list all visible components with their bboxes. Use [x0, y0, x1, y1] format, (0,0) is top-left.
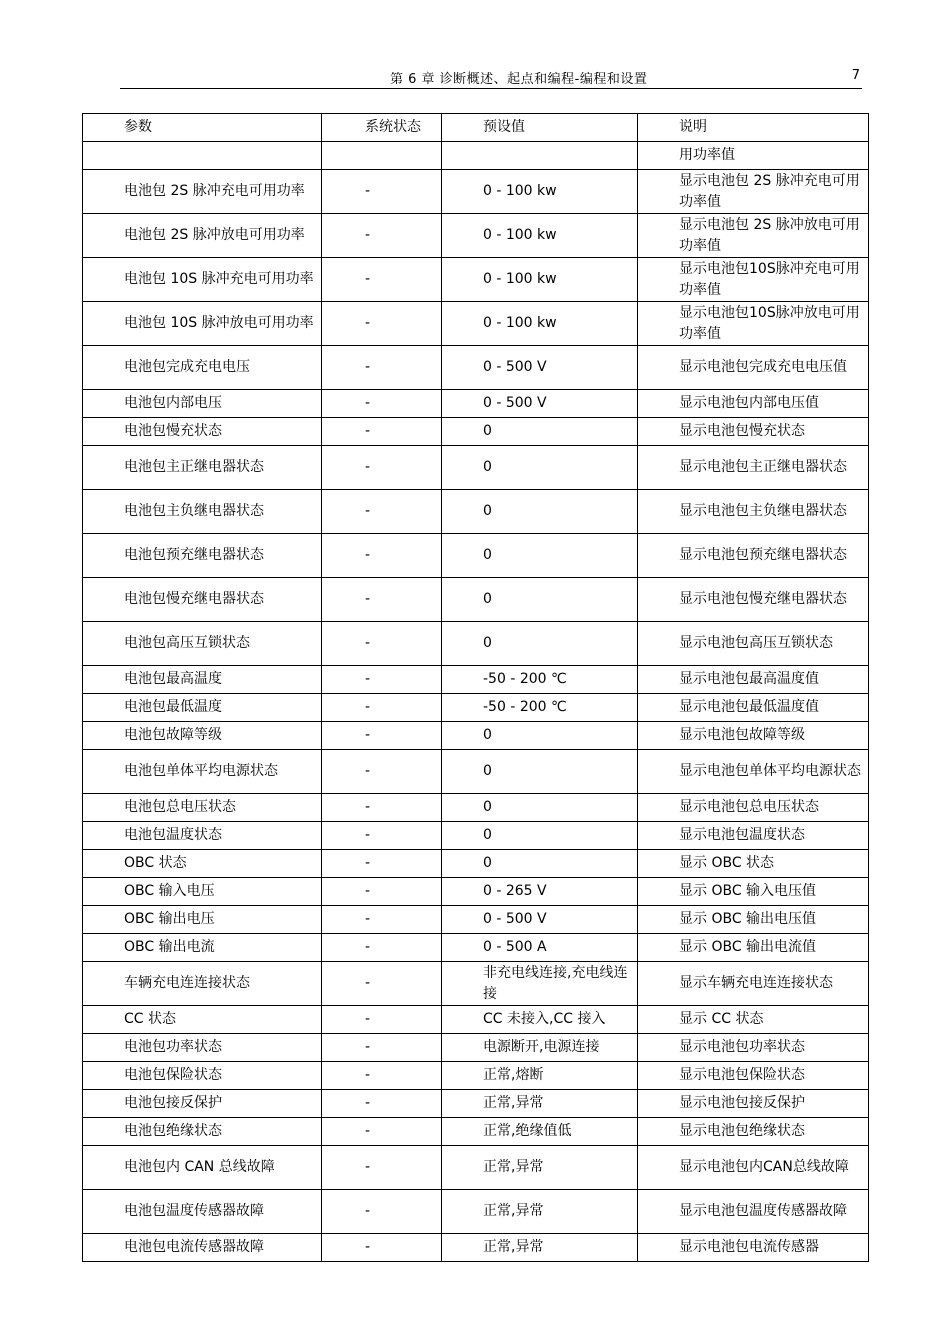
cell-description: 用功率值 — [638, 142, 869, 170]
cell-system-state: - — [322, 1062, 442, 1090]
cell-preset-value: 0 — [442, 418, 638, 446]
table-row — [83, 1090, 869, 1118]
cell-description: 显示电池包最高温度值 — [638, 666, 869, 694]
cell-preset-value: 0 — [442, 822, 638, 850]
cell-parameter: CC 状态 — [83, 1006, 322, 1034]
cell-parameter: 电池包 10S 脉冲充电可用功率 — [83, 258, 322, 302]
cell-preset-value: 0 - 500 A — [442, 934, 638, 962]
cell-preset-value: -50 - 200 ℃ — [442, 666, 638, 694]
cell-preset-value: 0 - 100 kw — [442, 214, 638, 258]
cell-description: 显示 OBC 输出电流值 — [638, 934, 869, 962]
cell-description: 显示电池包故障等级 — [638, 722, 869, 750]
table-row — [83, 1146, 869, 1190]
cell-parameter: 电池包主正继电器状态 — [83, 446, 322, 490]
cell-system-state: - — [322, 490, 442, 534]
cell-description: 显示电池包10S脉冲充电可用功率值 — [638, 258, 869, 302]
table-row — [83, 302, 869, 346]
table-row — [83, 446, 869, 490]
table-row — [83, 1034, 869, 1062]
cell-parameter: 电池包绝缘状态 — [83, 1118, 322, 1146]
table-row — [83, 694, 869, 722]
table-row — [83, 934, 869, 962]
cell-parameter: 电池包完成充电电压 — [83, 346, 322, 390]
table-row — [83, 142, 869, 170]
cell-preset-value: CC 未接入,CC 接入 — [442, 1006, 638, 1034]
cell-parameter: 电池包最低温度 — [83, 694, 322, 722]
cell-parameter: 电池包最高温度 — [83, 666, 322, 694]
cell-parameter: 电池包高压互锁状态 — [83, 622, 322, 666]
cell-system-state — [322, 142, 442, 170]
cell-preset-value: 0 — [442, 794, 638, 822]
cell-description: 显示 OBC 输入电压值 — [638, 878, 869, 906]
cell-description: 显示电池包温度状态 — [638, 822, 869, 850]
table-row — [83, 722, 869, 750]
cell-system-state: - — [322, 1006, 442, 1034]
cell-system-state: - — [322, 622, 442, 666]
cell-description: 显示电池包慢充状态 — [638, 418, 869, 446]
table-row — [83, 346, 869, 390]
cell-system-state: - — [322, 722, 442, 750]
cell-description: 显示电池包绝缘状态 — [638, 1118, 869, 1146]
cell-preset-value: 0 - 100 kw — [442, 170, 638, 214]
cell-description: 显示 OBC 输出电压值 — [638, 906, 869, 934]
table-row — [83, 1006, 869, 1034]
cell-preset-value: 0 - 500 V — [442, 346, 638, 390]
cell-parameter: OBC 输出电流 — [83, 934, 322, 962]
cell-parameter: 电池包 2S 脉冲充电可用功率 — [83, 170, 322, 214]
cell-preset-value: 0 — [442, 622, 638, 666]
cell-description: 显示电池包 2S 脉冲放电可用功率值 — [638, 214, 869, 258]
cell-preset-value: 0 — [442, 750, 638, 794]
cell-preset-value: 正常,异常 — [442, 1234, 638, 1262]
cell-parameter: 电池包功率状态 — [83, 1034, 322, 1062]
cell-system-state: - — [322, 418, 442, 446]
cell-system-state: - — [322, 934, 442, 962]
page-number: 7 — [851, 68, 860, 83]
cell-description: 显示电池包内部电压值 — [638, 390, 869, 418]
cell-preset-value: 0 - 265 V — [442, 878, 638, 906]
table-row — [83, 906, 869, 934]
cell-description: 显示电池包单体平均电源状态 — [638, 750, 869, 794]
cell-description: 显示电池包 2S 脉冲充电可用功率值 — [638, 170, 869, 214]
cell-description: 显示电池包高压互锁状态 — [638, 622, 869, 666]
cell-system-state: - — [322, 446, 442, 490]
cell-parameter: 电池包慢充状态 — [83, 418, 322, 446]
cell-system-state: - — [322, 1190, 442, 1234]
cell-parameter: 电池包慢充继电器状态 — [83, 578, 322, 622]
table-row — [83, 794, 869, 822]
cell-preset-value: 0 - 500 V — [442, 390, 638, 418]
cell-description: 显示电池包最低温度值 — [638, 694, 869, 722]
cell-preset-value: 电源断开,电源连接 — [442, 1034, 638, 1062]
cell-parameter — [83, 142, 322, 170]
cell-preset-value: 0 - 500 V — [442, 906, 638, 934]
table-row — [83, 822, 869, 850]
page-header — [120, 66, 862, 89]
cell-parameter: 电池包总电压状态 — [83, 794, 322, 822]
cell-preset-value: 0 - 100 kw — [442, 302, 638, 346]
cell-system-state: - — [322, 878, 442, 906]
cell-preset-value: 正常,异常 — [442, 1190, 638, 1234]
cell-preset-value: 0 — [442, 446, 638, 490]
cell-system-state: - — [322, 750, 442, 794]
cell-system-state: - — [322, 1234, 442, 1262]
cell-preset-value: 0 — [442, 578, 638, 622]
cell-preset-value: 正常,绝缘值低 — [442, 1118, 638, 1146]
table-header-row — [83, 114, 869, 142]
table-row — [83, 850, 869, 878]
table-row — [83, 622, 869, 666]
cell-description: 显示电池包慢充继电器状态 — [638, 578, 869, 622]
cell-parameter: 车辆充电连连接状态 — [83, 962, 322, 1006]
cell-preset-value: 0 — [442, 534, 638, 578]
cell-description: 显示电池包10S脉冲放电可用功率值 — [638, 302, 869, 346]
cell-preset-value: 0 — [442, 850, 638, 878]
cell-preset-value: 非充电线连接,充电线连接 — [442, 962, 638, 1006]
chapter-title: 第 6 章 诊断概述、起点和编程-编程和设置 — [390, 72, 648, 87]
cell-system-state: - — [322, 578, 442, 622]
cell-preset-value: -50 - 200 ℃ — [442, 694, 638, 722]
cell-description: 显示 CC 状态 — [638, 1006, 869, 1034]
table-row — [83, 534, 869, 578]
cell-parameter: 电池包保险状态 — [83, 1062, 322, 1090]
cell-description: 显示电池包主负继电器状态 — [638, 490, 869, 534]
cell-system-state: - — [322, 346, 442, 390]
table-row — [83, 170, 869, 214]
cell-parameter: 电池包故障等级 — [83, 722, 322, 750]
cell-description: 显示电池包总电压状态 — [638, 794, 869, 822]
column-header-preset-value: 预设值 — [442, 114, 638, 142]
cell-description: 显示 OBC 状态 — [638, 850, 869, 878]
cell-parameter: OBC 输出电压 — [83, 906, 322, 934]
table-row — [83, 1118, 869, 1146]
cell-preset-value: 正常,异常 — [442, 1090, 638, 1118]
cell-parameter: OBC 状态 — [83, 850, 322, 878]
cell-description: 显示电池包温度传感器故障 — [638, 1190, 869, 1234]
cell-system-state: - — [322, 214, 442, 258]
cell-system-state: - — [322, 258, 442, 302]
cell-system-state: - — [322, 390, 442, 418]
table-row — [83, 878, 869, 906]
cell-system-state: - — [322, 534, 442, 578]
cell-preset-value: 正常,熔断 — [442, 1062, 638, 1090]
cell-description: 显示车辆充电连连接状态 — [638, 962, 869, 1006]
table-row — [83, 1234, 869, 1262]
cell-preset-value — [442, 142, 638, 170]
cell-preset-value: 正常,异常 — [442, 1146, 638, 1190]
cell-system-state: - — [322, 170, 442, 214]
cell-parameter: 电池包温度传感器故障 — [83, 1190, 322, 1234]
cell-parameter: 电池包预充继电器状态 — [83, 534, 322, 578]
cell-description: 显示电池包保险状态 — [638, 1062, 869, 1090]
cell-parameter: 电池包 10S 脉冲放电可用功率 — [83, 302, 322, 346]
cell-parameter: 电池包单体平均电源状态 — [83, 750, 322, 794]
cell-system-state: - — [322, 1146, 442, 1190]
table-row — [83, 490, 869, 534]
cell-description: 显示电池包完成充电电压值 — [638, 346, 869, 390]
table-row — [83, 418, 869, 446]
cell-system-state: - — [322, 302, 442, 346]
cell-preset-value: 0 — [442, 490, 638, 534]
table-row — [83, 258, 869, 302]
cell-description: 显示电池包主正继电器状态 — [638, 446, 869, 490]
cell-parameter: OBC 输入电压 — [83, 878, 322, 906]
cell-parameter: 电池包接反保护 — [83, 1090, 322, 1118]
cell-system-state: - — [322, 794, 442, 822]
table-row — [83, 214, 869, 258]
cell-system-state: - — [322, 1118, 442, 1146]
column-header-parameter: 参数 — [83, 114, 322, 142]
cell-description: 显示电池包接反保护 — [638, 1090, 869, 1118]
table-row — [83, 1062, 869, 1090]
table-body — [83, 142, 869, 1262]
parameter-table — [82, 113, 869, 1262]
cell-parameter: 电池包电流传感器故障 — [83, 1234, 322, 1262]
cell-description: 显示电池包电流传感器 — [638, 1234, 869, 1262]
table-row — [83, 962, 869, 1006]
cell-description: 显示电池包内CAN总线故障 — [638, 1146, 869, 1190]
cell-system-state: - — [322, 850, 442, 878]
cell-system-state: - — [322, 962, 442, 1006]
table-row — [83, 1190, 869, 1234]
cell-parameter: 电池包温度状态 — [83, 822, 322, 850]
cell-system-state: - — [322, 666, 442, 694]
cell-parameter: 电池包 2S 脉冲放电可用功率 — [83, 214, 322, 258]
cell-system-state: - — [322, 822, 442, 850]
cell-system-state: - — [322, 906, 442, 934]
table-row — [83, 666, 869, 694]
table-row — [83, 750, 869, 794]
cell-system-state: - — [322, 694, 442, 722]
table-row — [83, 390, 869, 418]
cell-parameter: 电池包内 CAN 总线故障 — [83, 1146, 322, 1190]
cell-system-state: - — [322, 1090, 442, 1118]
cell-parameter: 电池包主负继电器状态 — [83, 490, 322, 534]
table-row — [83, 578, 869, 622]
cell-preset-value: 0 - 100 kw — [442, 258, 638, 302]
cell-system-state: - — [322, 1034, 442, 1062]
cell-description: 显示电池包预充继电器状态 — [638, 534, 869, 578]
cell-preset-value: 0 — [442, 722, 638, 750]
column-header-description: 说明 — [638, 114, 869, 142]
column-header-system-state: 系统状态 — [322, 114, 442, 142]
cell-description: 显示电池包功率状态 — [638, 1034, 869, 1062]
cell-parameter: 电池包内部电压 — [83, 390, 322, 418]
